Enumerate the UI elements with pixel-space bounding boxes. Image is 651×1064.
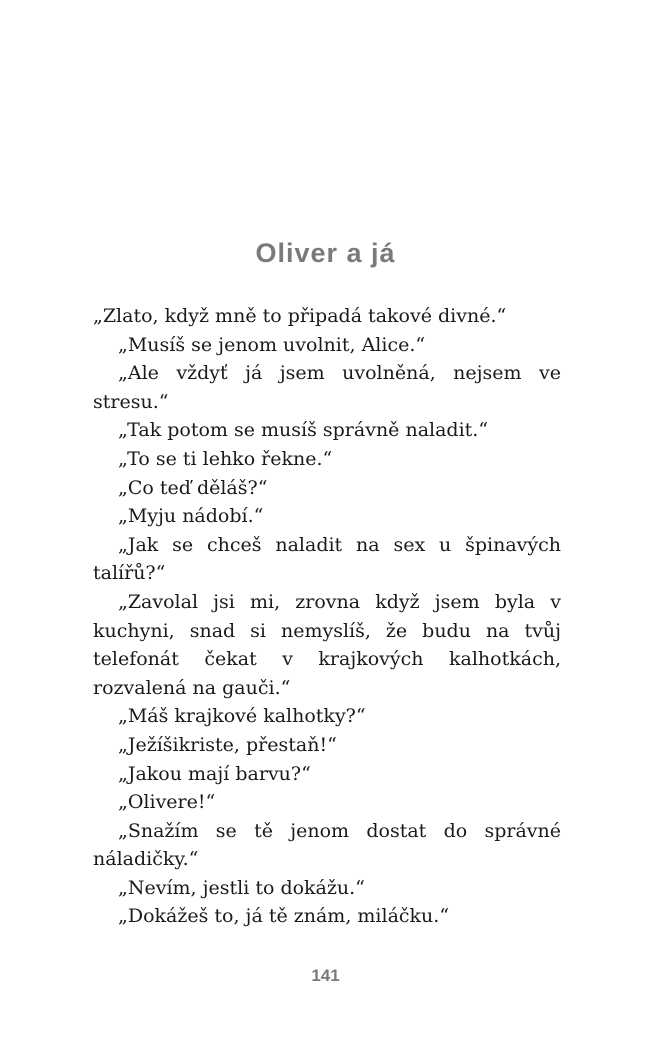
paragraph: „Co teď děláš?“ <box>118 476 268 499</box>
paragraph: „Máš krajkové kalhotky?“ <box>118 705 366 728</box>
paragraph: „Tak potom se musíš správně naladit.“ <box>118 419 489 442</box>
paragraph: „Olivere!“ <box>118 791 216 814</box>
paragraph: „Jakou mají barvu?“ <box>118 762 311 785</box>
paragraph: „Jak se chceš naladit na sex u špinavých talířů?“ <box>93 533 561 585</box>
paragraph: „Ježíšikriste, přestaň!“ <box>118 733 337 756</box>
page-number: 141 <box>311 966 340 985</box>
paragraph: „Zlato, když mně to připadá takové divné.“ <box>93 305 507 327</box>
paragraph: „Zavolal jsi mi, zrovna když jsem byla v kuchyni, snad si nemyslíš, že budu na tvůj telefonát čekat v krajkových kalhotkách, rozvalená na gauči.“ <box>93 590 561 699</box>
paragraph: „Musíš se jenom uvolnit, Alice.“ <box>118 333 426 356</box>
paragraph: „Dokážeš to, já tě znám, miláčku.“ <box>118 905 450 928</box>
chapter-title: Oliver a já <box>255 238 396 268</box>
body-text <box>93 302 561 931</box>
paragraph: „Nevím, jestli to dokážu.“ <box>118 876 365 899</box>
paragraph: „To se ti lehko řekne.“ <box>118 447 333 470</box>
paragraph: „Ale vždyť já jsem uvolněná, nejsem ve stresu.“ <box>93 362 561 413</box>
paragraph: „Snažím se tě jenom dostat do správné náladičky.“ <box>93 819 561 871</box>
paragraph: „Myju nádobí.“ <box>118 505 264 528</box>
